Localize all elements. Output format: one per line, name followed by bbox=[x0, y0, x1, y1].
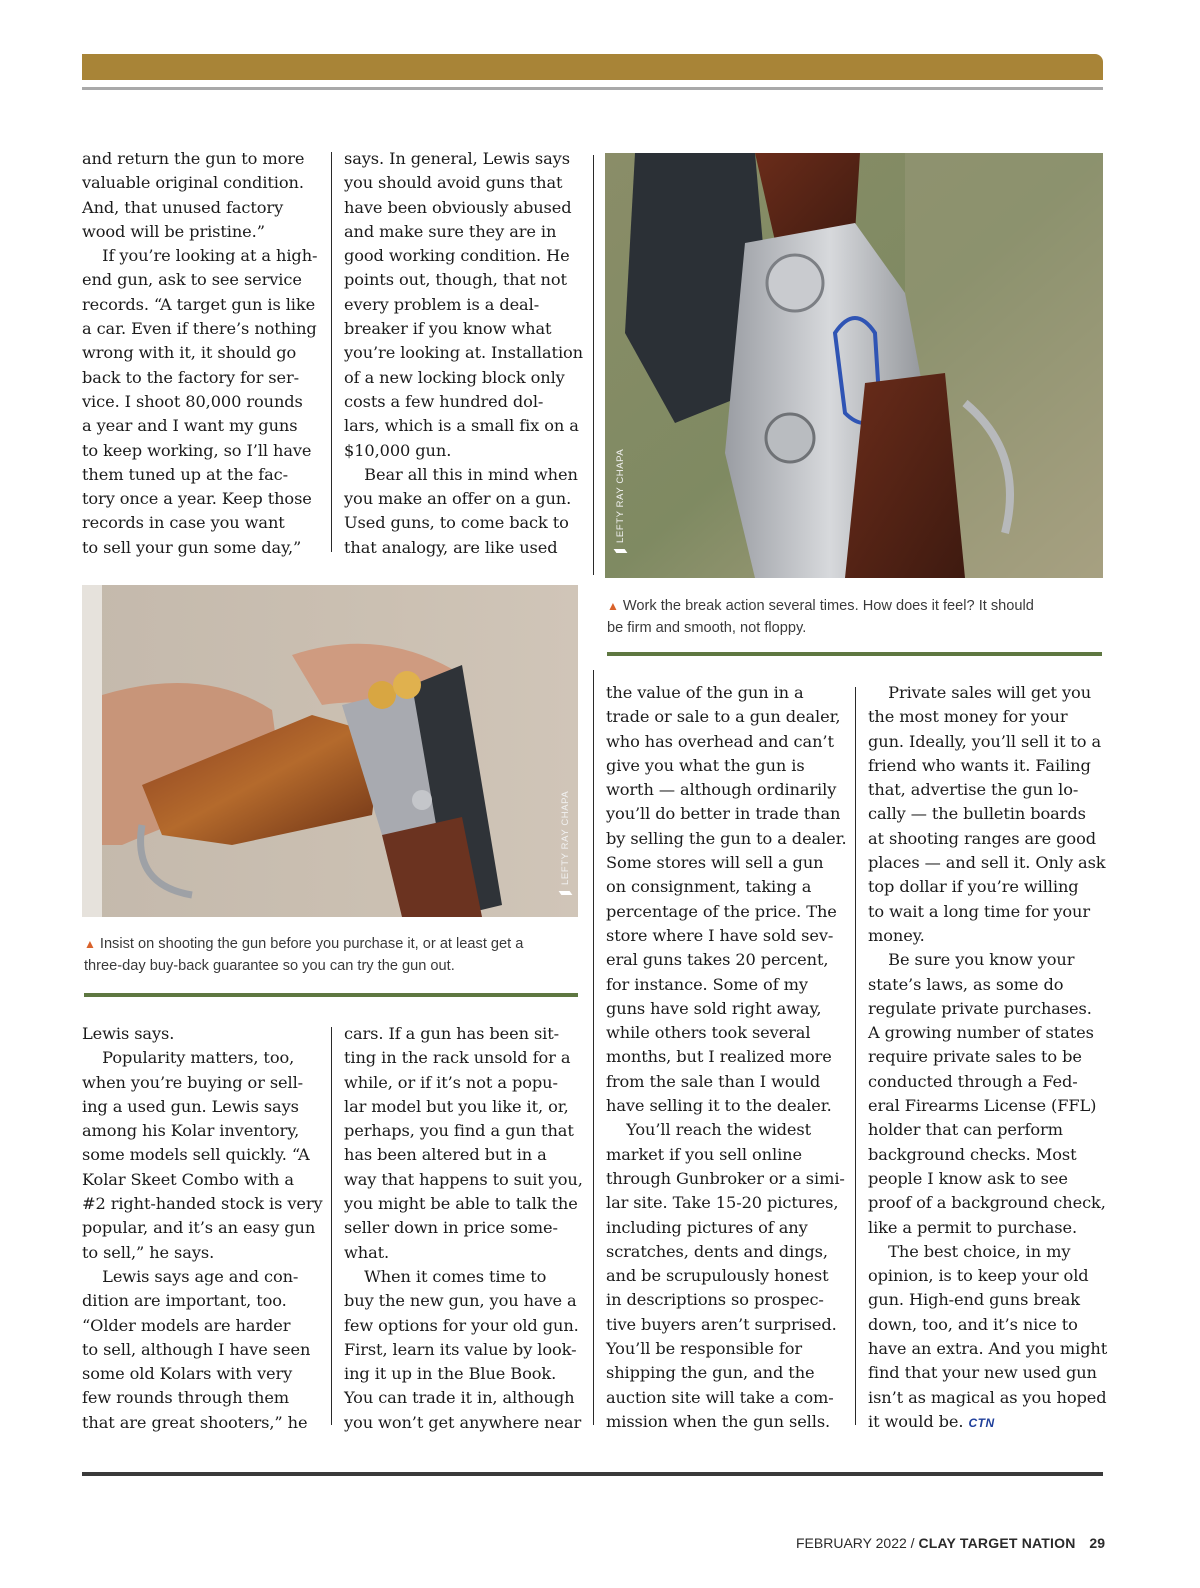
folio-magazine: CLAY TARGET NATION bbox=[918, 1535, 1076, 1551]
footer-rule bbox=[82, 1472, 1103, 1476]
photo-credit bbox=[560, 791, 571, 895]
photo-shooting-gun-image bbox=[82, 585, 578, 917]
column-right-b-text: Private sales will get you the most money for your gun. Ideally, you’ll sell it to a friend who wants it. Failing that, advertise the gun lo- cally — the bulletin boards at shooting ranges are good places — and sell it. Only ask top dollar if you’re willing to wait a long time for your money. Be sure you know your state’s laws, as some do regulate private purchases. A growing number of states require private sales to be conducted through a Fed- eral Firearms License (FFL) holder that can perform background checks. Most people I know ask to see proof of a background check, like a permit to purchase. The best choice, in my opinion, is to keep your old gun. High-end guns break down, too, and it’s nice to have an extra. And you might find that your new used gun isn’t as magical as you hoped it would be. bbox=[868, 683, 1108, 1431]
caption-rule bbox=[84, 993, 578, 997]
photo-shooting-gun bbox=[82, 585, 578, 917]
caption-triangle-icon: ▲ bbox=[607, 599, 619, 613]
column-bottom-left: Lewis says. Popularity matters, too, when you’re buying or sell- ing a used gun. Lewis says among his Kolar inventory, some models sell quickly. “A Kolar Skeet Combo with a #2 right-handed stock is very popular, and it’s an easy gun to sell,” he says. Lewis says age and con- dition are important, too. “Older models are harder to sell, although I have seen some old Kolars with very few rounds through them that are great shooters,” he bbox=[82, 1024, 323, 1432]
page-folio bbox=[796, 1535, 1105, 1551]
column-top-left: and return the gun to more valuable original condition. And, that unused factory wood will be pristine.” If you’re looking at a high- end gun, ask to see service records. “A target gun is like a car. Even if there’s nothing wrong with it, it should go back to the factory for ser- vice. I shoot 80,000 rounds a year and I want my guns to keep working, so I’ll have them tuned up at the fac- tory once a year. Keep those records in case you want to sell your gun some day,” bbox=[82, 149, 318, 557]
photo-credit-text: LEFTY RAY CHAPA bbox=[615, 448, 627, 543]
photo-break-action-image bbox=[605, 153, 1103, 578]
caption-triangle-icon: ▲ bbox=[84, 937, 96, 951]
column-rule bbox=[593, 155, 594, 575]
column-rule bbox=[855, 687, 856, 1425]
caption-shooting-gun bbox=[84, 933, 523, 977]
folio-date: FEBRUARY 2022 / bbox=[796, 1535, 915, 1551]
caption-text: Work the break action several times. How does it feel? It should be firm and smooth, not floppy. bbox=[607, 598, 1034, 636]
caption-text: Insist on shooting the gun before you purchase it, or at least get a three-day buy-back guarantee so you can try the gun out. bbox=[84, 936, 524, 974]
photo-break-action bbox=[605, 153, 1103, 578]
column-top-middle: says. In general, Lewis says you should avoid guns that have been obviously abused and make sure they are in good working condition. He points out, though, that not every problem is a deal- breaker if you know what you’re looking at. Installation of a new locking block only costs a few hundred dol- lars, which is a small fix on a $10,000 gun. Bear all this in mind when you make an offer on a gun. Used guns, to come back to that analogy, are like used bbox=[344, 149, 584, 557]
header-rule bbox=[82, 87, 1103, 90]
column-bottom-middle: cars. If a gun has been sit- ting in the rack unsold for a while, or if it’s not a popu- lar model but you like it, or, perhaps, you find a gun that has been altered but in a way that happens to suit you, you might be able to talk the seller down in price some- what. When it comes time to buy the new gun, you have a few options for your old gun. First, learn its value by look- ing it up in the Blue Book. You can trade it in, although you won’t get anywhere near bbox=[344, 1024, 583, 1432]
header-band bbox=[82, 54, 1103, 80]
photo-credit-text: LEFTY RAY CHAPA bbox=[560, 790, 572, 885]
photo-credit bbox=[615, 449, 626, 553]
column-rule bbox=[331, 1027, 332, 1425]
page-number: 29 bbox=[1089, 1535, 1105, 1551]
caption-rule bbox=[607, 652, 1102, 656]
column-rule bbox=[331, 152, 332, 552]
column-rule bbox=[593, 670, 594, 1425]
end-mark-logo: CTN bbox=[968, 1415, 995, 1430]
column-right-b bbox=[868, 681, 1107, 1435]
caption-break-action bbox=[607, 595, 1034, 639]
column-right-a: the value of the gun in a trade or sale to a gun dealer, who has overhead and can’t give you what the gun is worth — although ordinarily you’ll do better in trade than by selling the gun to a dealer. Some stores will sell a gun on consignment, taking a percentage of the price. The store where I have sold sev- eral guns takes 20 percent, for instance. Some of my guns have sold right away, while others took several months, but I realized more from the sale than I would have selling it to the dealer. You’ll reach the widest market if you sell online through Gunbroker or a simi- lar site. Take 15-20 pictures, including pictures of any scratches, dents and dings, and be scrupulously honest in descriptions so prospec- tive buyers aren’t surprised. You’ll be responsible for shipping the gun, and the auction site will take a com- mission when the gun sells. bbox=[606, 683, 847, 1431]
